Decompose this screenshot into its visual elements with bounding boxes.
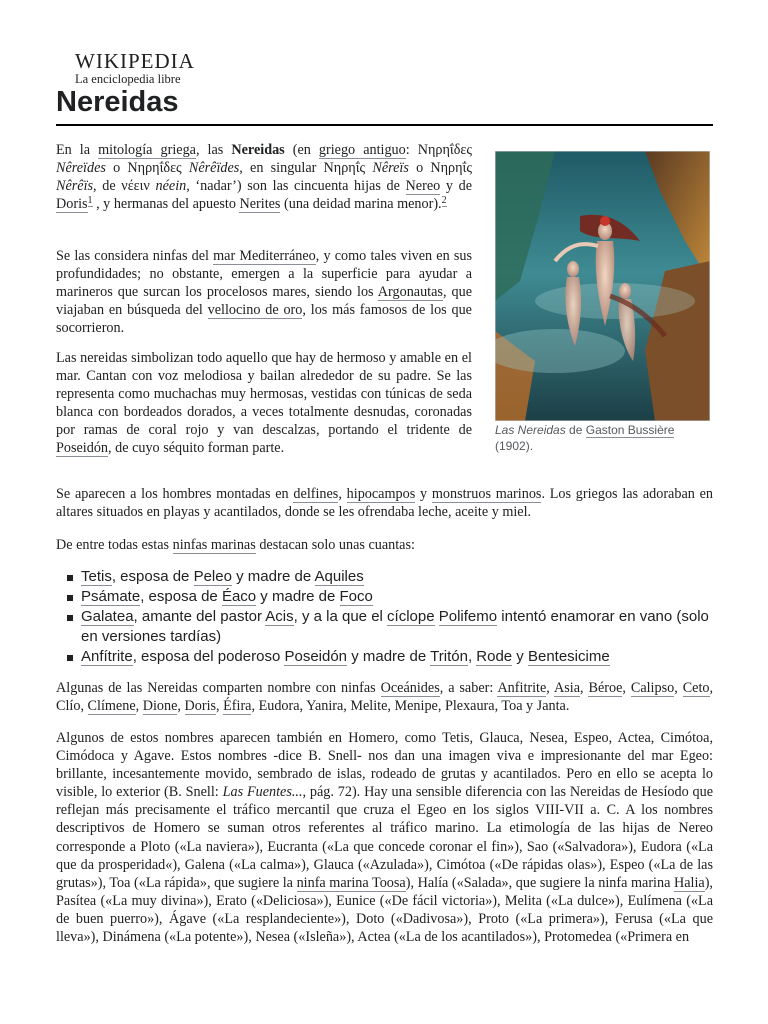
article-figure <box>495 151 710 454</box>
link-psamate[interactable]: Psámate <box>81 588 141 605</box>
link-monstruos-marinos[interactable]: monstruos marinos <box>431 486 542 502</box>
paragraph-list-intro: De entre todas estas ninfas marinas destacan solo unas cuantas: <box>56 537 415 553</box>
link-oceanides[interactable]: Oceánides <box>380 680 440 696</box>
link-griego-antiguo[interactable]: griego antiguo <box>318 142 406 158</box>
link-calipso[interactable]: Calipso <box>630 680 675 696</box>
wikipedia-tagline: La enciclopedia libre <box>75 72 181 86</box>
link-ninfas-marinas[interactable]: ninfas marinas <box>172 537 256 553</box>
link-delfines[interactable]: delfines <box>293 486 339 502</box>
link-halia[interactable]: Halia <box>673 874 705 891</box>
painting-las-nereidas[interactable] <box>495 151 710 421</box>
link-acis[interactable]: Acis <box>265 608 294 625</box>
bold-term: Nereidas <box>231 142 285 158</box>
link-foco[interactable]: Foco <box>339 588 373 605</box>
link-climene[interactable]: Clímene <box>87 698 136 715</box>
paragraph-symbolism: Las nereidas simbolizan todo aquello que hay de hermoso y amable en el mar. Cantan con voz melodiosa y bailan alrededor de su padre. Se las representa como muchachas muy hermosas, vestidas con túnicas de seda blanca con bordeados dorados, a veces totalmente desnudas, coronadas por ramas de coral rojo y van descalzas, portando el tridente de Poseidón, de cuyo séquito forman parte. <box>56 350 472 457</box>
link-triton[interactable]: Tritón <box>430 647 468 665</box>
link-asia[interactable]: Asia <box>553 680 580 696</box>
reference-1[interactable]: 1 <box>87 194 93 206</box>
reference-2[interactable]: 2 <box>441 194 447 206</box>
paragraph-homer-hesiod: Algunos de estos nombres aparecen también en Homero, como Tetis, Glauca, Nesea, Espeo, Actea, Cimótoa, Cimódoca y Agave. Estos nombres -dice B. Snell- nos dan una imagen viva e impresionante del mar Egeo: brillante, incesantemente movido, sembrado de islas, rodeado de grutas y acantilados. Pero en ello se acepta lo visible, lo exterior (B. Snell: Las Fuentes..., pág. 72). Hay una sensible diferencia con las Nereidas de Hesíodo que reflejan más precisamente el tráfico mercantil que cruza el Egeo en los siglos VIII-VII a. C. A los nombres descriptivos de Homero se suman otros referentes al tráfico marino. La etimología de las hijas de Nereo corresponde a Ploto («La naviera»), Eucranta («La que concede coronar el fin»), Sao («Salvadora»), Eudora («La que da prosperidad«), Galena («La calma»), Glauca («Azulada»), Cimótoa («De rápidas olas»), Espeo («La de las grutas»), Toa («La rápida», que sugiere la ninfa marina Toosa), Halía («Salada», que sugiere la ninfa marina Halia), Pasítea («La muy divina»), Erato («Deliciosa»), Eunice («De fácil victoria»), Melita («La dulce»), Eulímena («La de buen puerro»), Ágave («La resplandeciente»), Doto («Dadivosa»), Proto («La primera»), Ferusa («La que lleva»), Dinámena («La potente»), Nesea («Isleña»), Actea («La de los acantilados»), Protomedea («Primera en <box>56 730 714 946</box>
link-poseidon[interactable]: Poseidón <box>56 440 109 457</box>
link-eaco[interactable]: Éaco <box>221 588 257 605</box>
wikipedia-wordmark: WIKIPEDIA <box>75 49 195 73</box>
link-galatea[interactable]: Galatea <box>81 608 134 625</box>
link-doris[interactable]: Doris <box>56 196 88 213</box>
link-nereo[interactable]: Nereo <box>405 178 441 195</box>
link-dione[interactable]: Dione <box>142 698 178 715</box>
link-polifemo[interactable]: Polifemo <box>438 608 498 625</box>
link-peleo[interactable]: Peleo <box>193 568 232 585</box>
link-argonautas[interactable]: Argonautas <box>377 284 443 301</box>
link-efira[interactable]: Éfira <box>223 698 252 715</box>
link-ninfa-marina-toosa[interactable]: ninfa marina Toosa <box>296 874 406 891</box>
link-aquiles[interactable]: Aquiles <box>314 568 364 585</box>
link-rode[interactable]: Rode <box>476 647 513 665</box>
page-title: Nereidas <box>56 86 179 118</box>
link-beroe[interactable]: Béroe <box>588 680 623 696</box>
paragraph-apparitions: Se aparecen a los hombres montadas en delfines, hipocampos y monstruos marinos. Los griegos las adoraban en altares situados en playas y acantilados, donde se les ofrendaba leche, aceite y miel. <box>56 486 713 521</box>
list-item-tetis: Tetis, esposa de Peleo y madre de Aquiles <box>62 567 713 587</box>
link-ceto[interactable]: Ceto <box>682 680 710 696</box>
paragraph-habitat: Se las considera ninfas del mar Mediterráneo, y como tales viven en sus profundidades; no obstante, emergen a la superficie para ayudar a marineros que surcan los procelosos mares, siendo los Argonautas, que viajaban en búsqueda del vellocino de oro, los más famosos de los que socorrieron. <box>56 248 472 337</box>
link-tetis[interactable]: Tetis <box>81 568 112 585</box>
list-item-galatea: Galatea, amante del pastor Acis, y a la que el cíclope Polifemo intentó enamorar en vano (solo en versiones tardías) <box>62 607 713 646</box>
list-item-psamate: Psámate, esposa de Éaco y madre de Foco <box>62 587 713 607</box>
link-nerites[interactable]: Nerites <box>239 196 281 213</box>
link-ciclope[interactable]: cíclope <box>387 608 435 625</box>
link-poseidon-list[interactable]: Poseidón <box>284 647 348 665</box>
link-gaston-bussiere[interactable]: Gaston Bussière <box>585 423 675 437</box>
link-doris-oceanide[interactable]: Doris <box>184 698 217 715</box>
paragraph-shared-names: Algunas de las Nereidas comparten nombre con ninfas Oceánides, a saber: Anfitrite, Asia, Béroe, Calipso, Ceto, Clío, Clímene, Dione, Doris, Éfira, Eudora, Yanira, Melite, Menipe, Plexaura, Toa y Janta. <box>56 680 714 715</box>
figure-caption: Las Nereidas de Gaston Bussière (1902). <box>495 423 675 453</box>
wikipedia-logo[interactable] <box>75 50 195 87</box>
link-anfitrite[interactable]: Anfítrite <box>81 647 133 665</box>
link-hipocampos[interactable]: hipocampos <box>346 486 416 502</box>
list-item-anfitrite: Anfítrite, esposa del poderoso Poseidón y madre de Tritón, Rode y Bentesicime <box>62 647 713 667</box>
intro-paragraph: En la mitología griega, las Nereidas (en griego antiguo: Νηρηΐδες Nêreïdes o Νηρηΐδες Nêrêïdes, en singular Νηρηΐς Nêreïs o Νηρηΐς Nêrêïs, de νέειν néein, ‘nadar’) son las cincuenta hijas de Nereo y de Doris$^1$ , y hermanas del apuesto Nerites (una deidad marina menor).$^2$ <box>56 142 473 213</box>
link-mitologia-griega[interactable]: mitología griega <box>98 142 196 158</box>
link-bentesicime[interactable]: Bentesicime <box>527 647 610 665</box>
title-divider <box>56 124 713 126</box>
nereid-list <box>62 567 713 667</box>
link-mar-mediterraneo[interactable]: mar Mediterráneo <box>213 248 316 264</box>
link-vellocino-de-oro[interactable]: vellocino de oro <box>207 302 303 319</box>
link-anfitrite-oceanide[interactable]: Anfitrite <box>497 680 547 696</box>
